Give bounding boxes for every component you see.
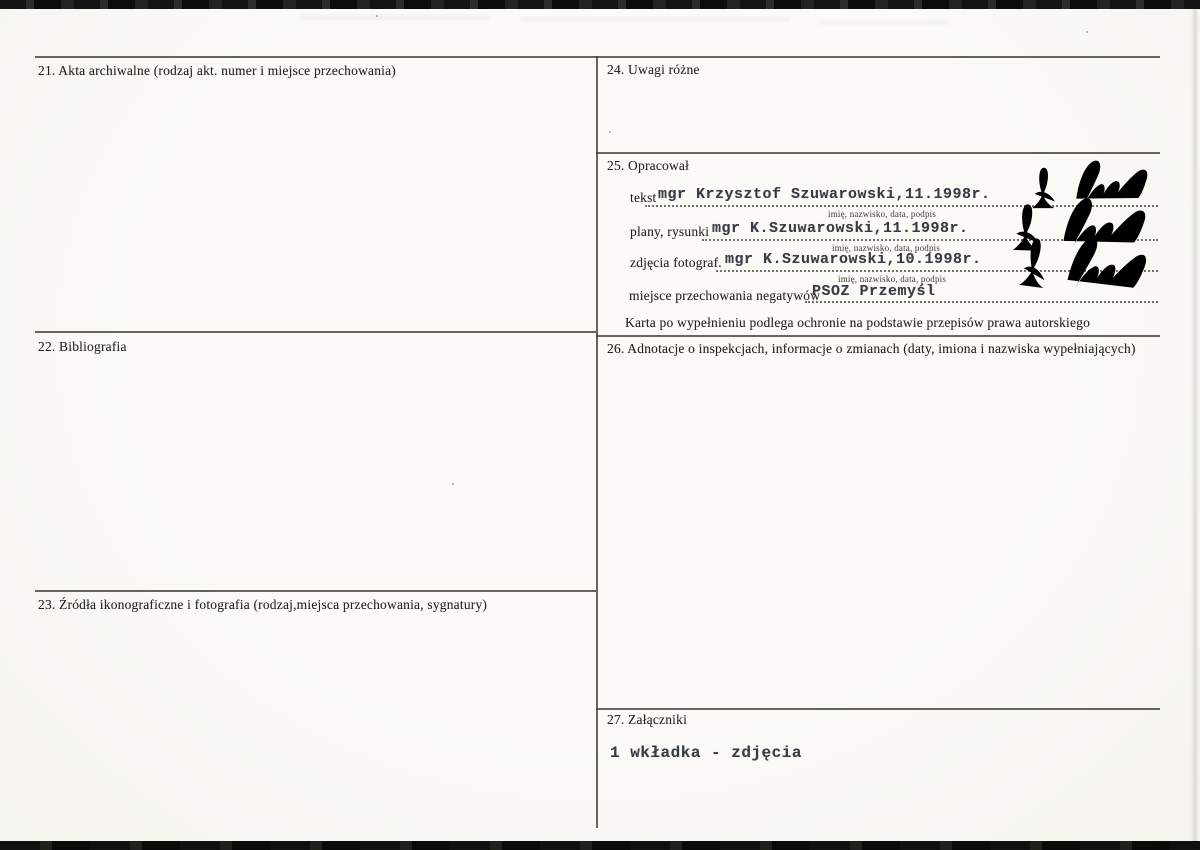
scan-edge-top	[0, 0, 1200, 9]
field-value-negatywy: PSOZ Przemyśl	[812, 283, 936, 300]
scan-speck	[1086, 31, 1088, 33]
field-label-plany: plany, rysunki	[630, 224, 710, 239]
section-21-label: 21. Akta archiwalne (rodzaj akt. numer i miejsce przechowania)	[38, 63, 397, 78]
scan-edge-bottom	[0, 841, 1200, 850]
rule-26-27	[596, 708, 1160, 710]
section-27-label: 27. Załączniki	[607, 712, 688, 727]
section-22-label: 22. Bibliografia	[38, 339, 127, 354]
rule-25-26	[596, 335, 1160, 337]
field-value-plany: mgr K.Szuwarowski,11.1998r.	[712, 220, 969, 237]
copyright-note: Karta po wypełnieniu podlega ochronie na podstawie przepisów prawa autorskiego	[625, 315, 1091, 330]
scan-speck	[376, 15, 378, 17]
rule-22-23	[35, 590, 596, 592]
scan-edge-right-shadow	[1191, 9, 1200, 841]
column-divider	[596, 56, 598, 828]
section-27-value: 1 wkładka - zdjęcia	[610, 744, 802, 762]
section-24-label: 24. Uwagi różne	[607, 62, 700, 77]
ghost-text-smudge	[520, 18, 790, 21]
section-25-label: 25. Opracował	[607, 158, 690, 173]
rule-21-22	[35, 331, 596, 333]
field-value-tekst: mgr Krzysztof Szuwarowski,11.1998r.	[658, 186, 991, 203]
scan-speck	[452, 483, 454, 485]
section-26-label: 26. Adnotacje o inspekcjach, informacje o zmianach (daty, imiona i nazwiska wypełniających)	[607, 341, 1136, 356]
rule-24-25	[596, 152, 1160, 154]
signature-zdjecia-icon	[1011, 221, 1164, 311]
field-label-zdjecia: zdjęcia fotograf.	[630, 255, 722, 270]
field-label-tekst: tekst	[630, 190, 657, 205]
field-sublabel-zdjecia: imię, nazwisko, data, podpis	[838, 274, 947, 284]
section-23-label: 23. Źródła ikonograficzne i fotografia (rodzaj,miejsca przechowania, sygnatury)	[38, 597, 488, 612]
ghost-text-smudge	[820, 21, 950, 24]
field-label-negatywy: miejsce przechowania negatywów	[629, 288, 821, 303]
field-value-zdjecia: mgr K.Szuwarowski,10.1998r.	[725, 251, 982, 268]
field-sublabel-plany: imię, nazwisko, data, podpis	[832, 243, 941, 253]
field-sublabel-tekst: imię, nazwisko, data, podpis	[828, 209, 937, 219]
scan-speck	[609, 131, 611, 133]
ghost-text-smudge	[300, 16, 490, 19]
